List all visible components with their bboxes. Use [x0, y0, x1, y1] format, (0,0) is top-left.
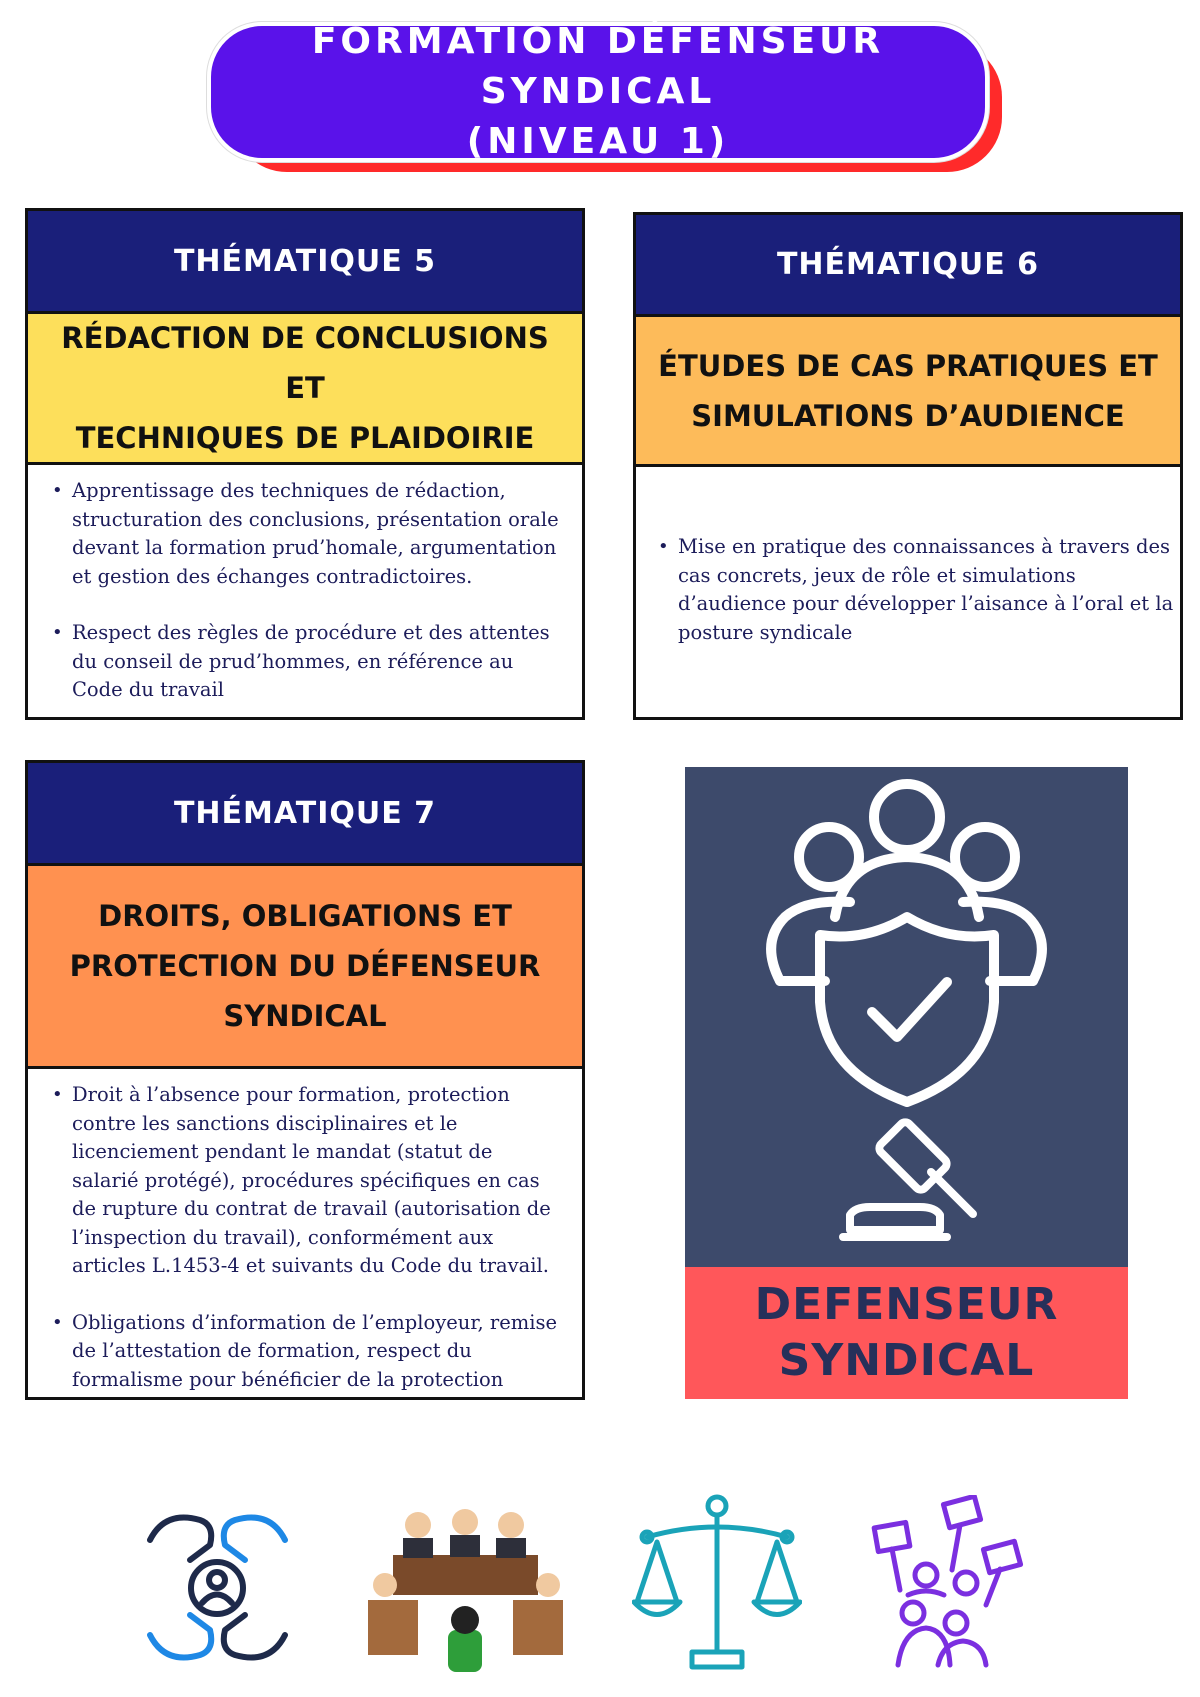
theme-header: THÉMATIQUE 5	[28, 211, 582, 314]
teamwork-hands-icon	[130, 1500, 305, 1675]
gavel-icon	[843, 1120, 973, 1237]
poster-band	[685, 1267, 1128, 1399]
page-title	[207, 22, 989, 162]
theme-subtitle-line: SYNDICAL	[223, 999, 387, 1033]
bullet-spacer	[50, 591, 564, 619]
theme-subtitle-line: RÉDACTION DE CONCLUSIONS ET	[61, 321, 549, 405]
poster-line: SYNDICAL	[778, 1335, 1035, 1386]
theme-subtitle	[28, 866, 582, 1069]
theme-card-5	[25, 208, 585, 720]
theme-subtitle	[636, 317, 1180, 467]
poster-line: DEFENSEUR	[754, 1279, 1059, 1330]
page-title-line1: FORMATION DÉFENSEUR SYNDICAL	[311, 21, 885, 112]
checkmark-icon	[872, 982, 947, 1037]
theme-header: THÉMATIQUE 6	[636, 215, 1180, 317]
theme-body	[636, 467, 1180, 657]
theme-body	[28, 465, 582, 715]
justice-scale-icon	[632, 1492, 802, 1677]
bullet-item: • Apprentissage des techniques de rédaction, structuration des conclusions, présentation orale devant la formation prud’homale, argumentation et gestion des échanges contradictoires.	[50, 477, 564, 591]
bullet-item: • Respect des règles de procédure et des attentes du conseil de prud’hommes, en référence au Code du travail	[50, 619, 564, 705]
bullet-item: • Droit à l’absence pour formation, protection contre les sanctions disciplinaires et le licenciement pendant le mandat (statut de salarié protégé), procédures spécifiques en cas de rupture du contrat de travail (autorisation de l’inspection du travail), conformément aux articles L.1453-4 et suivants du Code du travail.	[50, 1081, 564, 1281]
theme-card-6	[633, 212, 1183, 720]
court-hearing-illustration	[363, 1500, 573, 1680]
theme-card-7	[25, 760, 585, 1400]
theme-subtitle	[28, 314, 582, 465]
bullet-item: • Obligations d’information de l’employeur, remise de l’attestation de formation, respect du formalisme pour bénéficier de la protection	[50, 1309, 564, 1395]
bullet-spacer	[50, 1281, 564, 1309]
bullet-item: • Mise en pratique des connaissances à travers des cas concrets, jeux de rôle et simulations d’audience pour développer l’aisance à l’oral et la posture syndicale	[656, 533, 1174, 647]
page-title-line2: (NIVEAU 1)	[466, 121, 730, 162]
theme-subtitle-line: TECHNIQUES DE PLAIDOIRIE	[75, 421, 535, 455]
group-shield-icon	[685, 767, 1128, 1267]
theme-body	[28, 1069, 582, 1404]
protest-crowd-icon	[868, 1495, 1028, 1670]
defenseur-poster	[685, 767, 1128, 1399]
theme-subtitle-line: ÉTUDES DE CAS PRATIQUES ET	[658, 348, 1158, 383]
theme-subtitle-line: SIMULATIONS D’AUDIENCE	[691, 398, 1125, 433]
theme-header: THÉMATIQUE 7	[28, 763, 582, 866]
theme-subtitle-line: PROTECTION DU DÉFENSEUR	[69, 949, 541, 983]
theme-subtitle-line: DROITS, OBLIGATIONS ET	[98, 899, 512, 933]
